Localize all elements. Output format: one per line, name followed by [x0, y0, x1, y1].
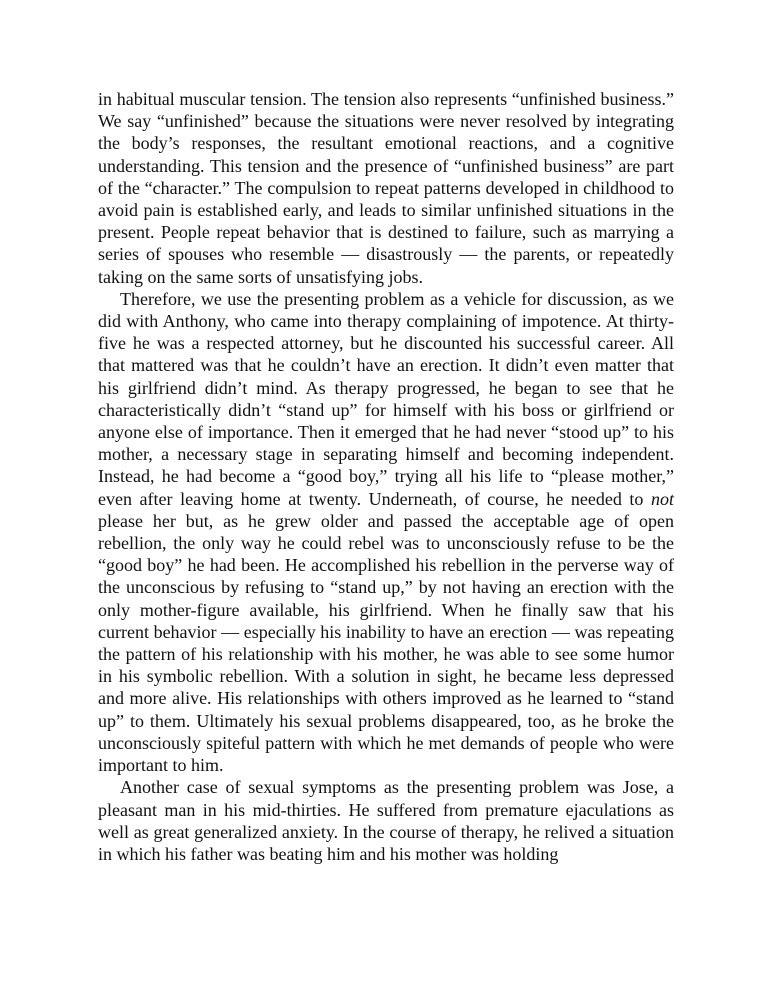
paragraph-text: please her but, as he grew older and passed the acceptable age of open rebellion, the only way he could rebel was to unconsciously refuse to be the “good boy” he had been. He accomplished his rebellion in the perverse way of the unconscious by refusing to “stand up,” by not having an erection with the only mother-figure available, his girlfriend. When he finally saw that his current behavior — especially his inability to have an erection — was repeating the pattern of his relationship with his mother, he was able to see some humor in his symbolic rebellion. With a solution in sight, he became less depressed and more alive. His relationships with others improved as he learned to “stand up” to them. Ultimately his sexual problems disappeared, too, as he broke the unconsciously spiteful pattern with which he met demands of people who were important to him. [98, 510, 674, 776]
emphasis-text: not [650, 488, 674, 509]
paragraph-unfinished-business [98, 88, 674, 288]
paragraph-text: Therefore, we use the presenting problem as a vehicle for discussion, as we did with Anthony, who came into therapy complaining of impotence. At thirty-five he was a respected attorney, but he discounted his successful career. All that mattered was that he couldn’t have an erection. It didn’t even matter that his girlfriend didn’t mind. As therapy progressed, he began to see that he characteristically didn’t “stand up” for himself with his boss or girlfriend or anyone else of importance. Then it emerged that he had never “stood up” to his mother, a necessary stage in separating himself and becoming independent. Instead, he had become a “good boy,” trying all his life to “please mother,” even after leaving home at twenty. Underneath, of course, he needed to [98, 288, 674, 509]
paragraph-text: Another case of sexual symptoms as the presenting problem was Jose, a pleasant man in his mid-thirties. He suffered from premature ejaculations as well as great generalized anxiety. In the course of therapy, he relived a situation in which his father was beating him and his mother was holding [98, 777, 674, 864]
paragraph-text: in habitual muscular tension. The tension also represents “unfinished business.” We say “unfinished” because the situations were never resolved by integrating the body’s responses, the resultant emotional reactions, and a cognitive understanding. This tension and the presence of “unfinished business” are part of the “character.” The compulsion to repeat patterns developed in childhood to avoid pain is established early, and leads to similar unfinished situations in the present. People repeat behavior that is destined to failure, such as marrying a series of spouses who resemble — disastrously — the parents, or repeatedly taking on the same sorts of unsatisfying jobs. [98, 89, 674, 287]
paragraph-anthony-case [98, 288, 674, 776]
book-page [98, 88, 674, 865]
paragraph-jose-case [98, 776, 674, 865]
